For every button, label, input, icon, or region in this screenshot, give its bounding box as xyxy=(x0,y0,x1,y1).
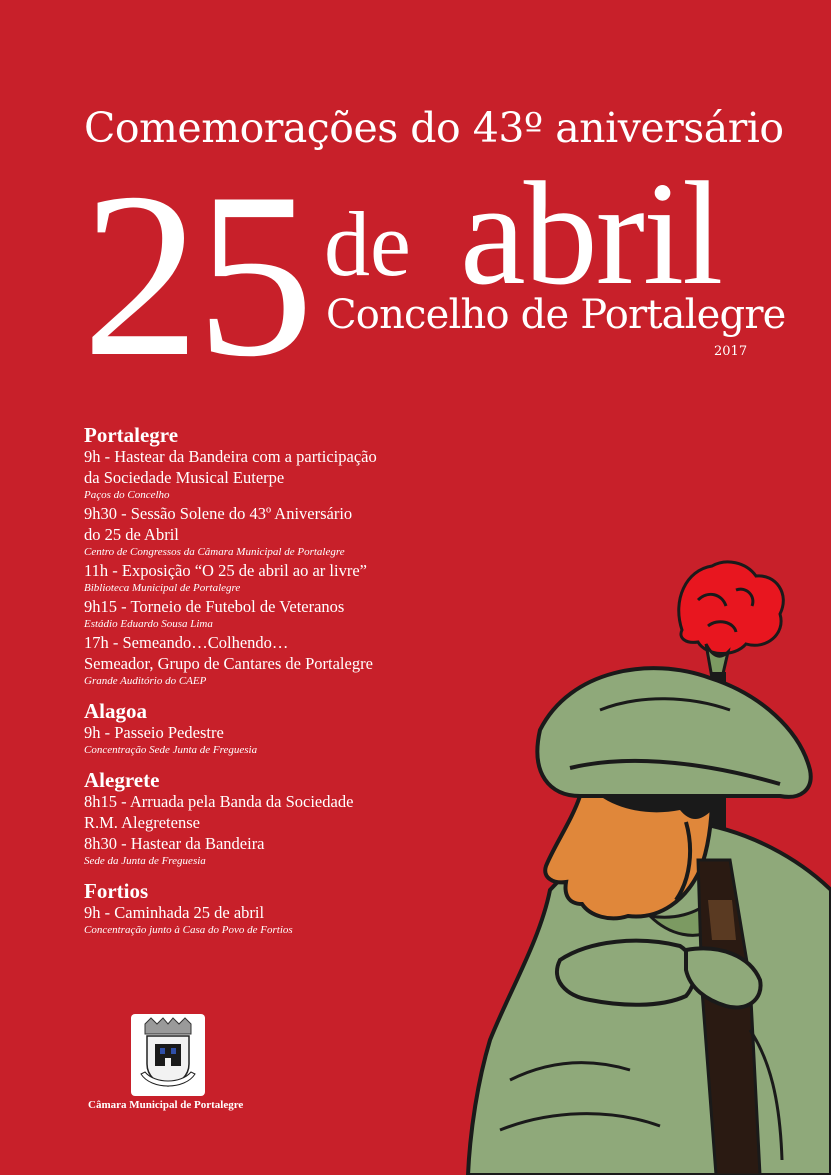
section-portalegre xyxy=(84,424,424,688)
coat-of-arms-icon xyxy=(131,1014,205,1096)
event-place: Centro de Congressos da Câmara Municipal de Portalegre xyxy=(84,546,345,558)
event-title: 9h - Caminhada 25 de abril xyxy=(84,903,265,922)
event-place: Grande Auditório do CAEP xyxy=(84,675,207,687)
section-alagoa xyxy=(84,700,424,757)
program xyxy=(84,424,424,949)
organization-name: Câmara Municipal de Portalegre xyxy=(88,1099,244,1111)
event-title: 9h - Hastear da Bandeira com a participação da Sociedade Musical Euterpe xyxy=(84,447,377,487)
section-title: Alegrete xyxy=(84,768,160,792)
carnation-icon xyxy=(679,562,784,678)
section-fortios xyxy=(84,880,424,937)
year: 2017 xyxy=(714,344,748,359)
event-title: 9h - Passeio Pedestre xyxy=(84,723,224,742)
event-title: 11h - Exposição “O 25 de abril ao ar livre” xyxy=(84,561,367,580)
event-place: Sede da Junta de Freguesia xyxy=(84,855,206,867)
event-place: Estádio Eduardo Sousa Lima xyxy=(84,618,213,630)
date-number: 25 xyxy=(82,145,310,406)
section-title: Alagoa xyxy=(84,699,147,723)
subtitle: Comemorações do 43º aniversário xyxy=(84,104,784,152)
section-alegrete xyxy=(84,769,424,868)
section-title: Portalegre xyxy=(84,423,179,447)
section-title: Fortios xyxy=(84,879,149,903)
soldier-illustration xyxy=(450,560,831,1175)
event-title: 9h30 - Sessão Solene do 43º Aniversário do 25 de Abril xyxy=(84,504,353,544)
event-title: 9h15 - Torneio de Futebol de Veteranos xyxy=(84,597,345,616)
event-place: Concentração junto à Casa do Povo de Fortios xyxy=(84,924,293,936)
event-title: 8h30 - Hastear da Bandeira xyxy=(84,834,265,853)
event-title: 8h15 - Arruada pela Banda da Sociedade R.M. Alegretense xyxy=(84,792,354,832)
municipality-title: Concelho de Portalegre xyxy=(326,292,786,338)
date-de: de xyxy=(324,193,411,295)
event-title: 17h - Semeando…Colhendo… Semeador, Grupo de Cantares de Portalegre xyxy=(84,633,373,673)
event-place: Paços do Concelho xyxy=(84,489,170,501)
event-place: Biblioteca Municipal de Portalegre xyxy=(84,582,241,594)
event-place: Concentração Sede Junta de Freguesia xyxy=(84,744,258,756)
date-month: abril xyxy=(460,152,722,316)
